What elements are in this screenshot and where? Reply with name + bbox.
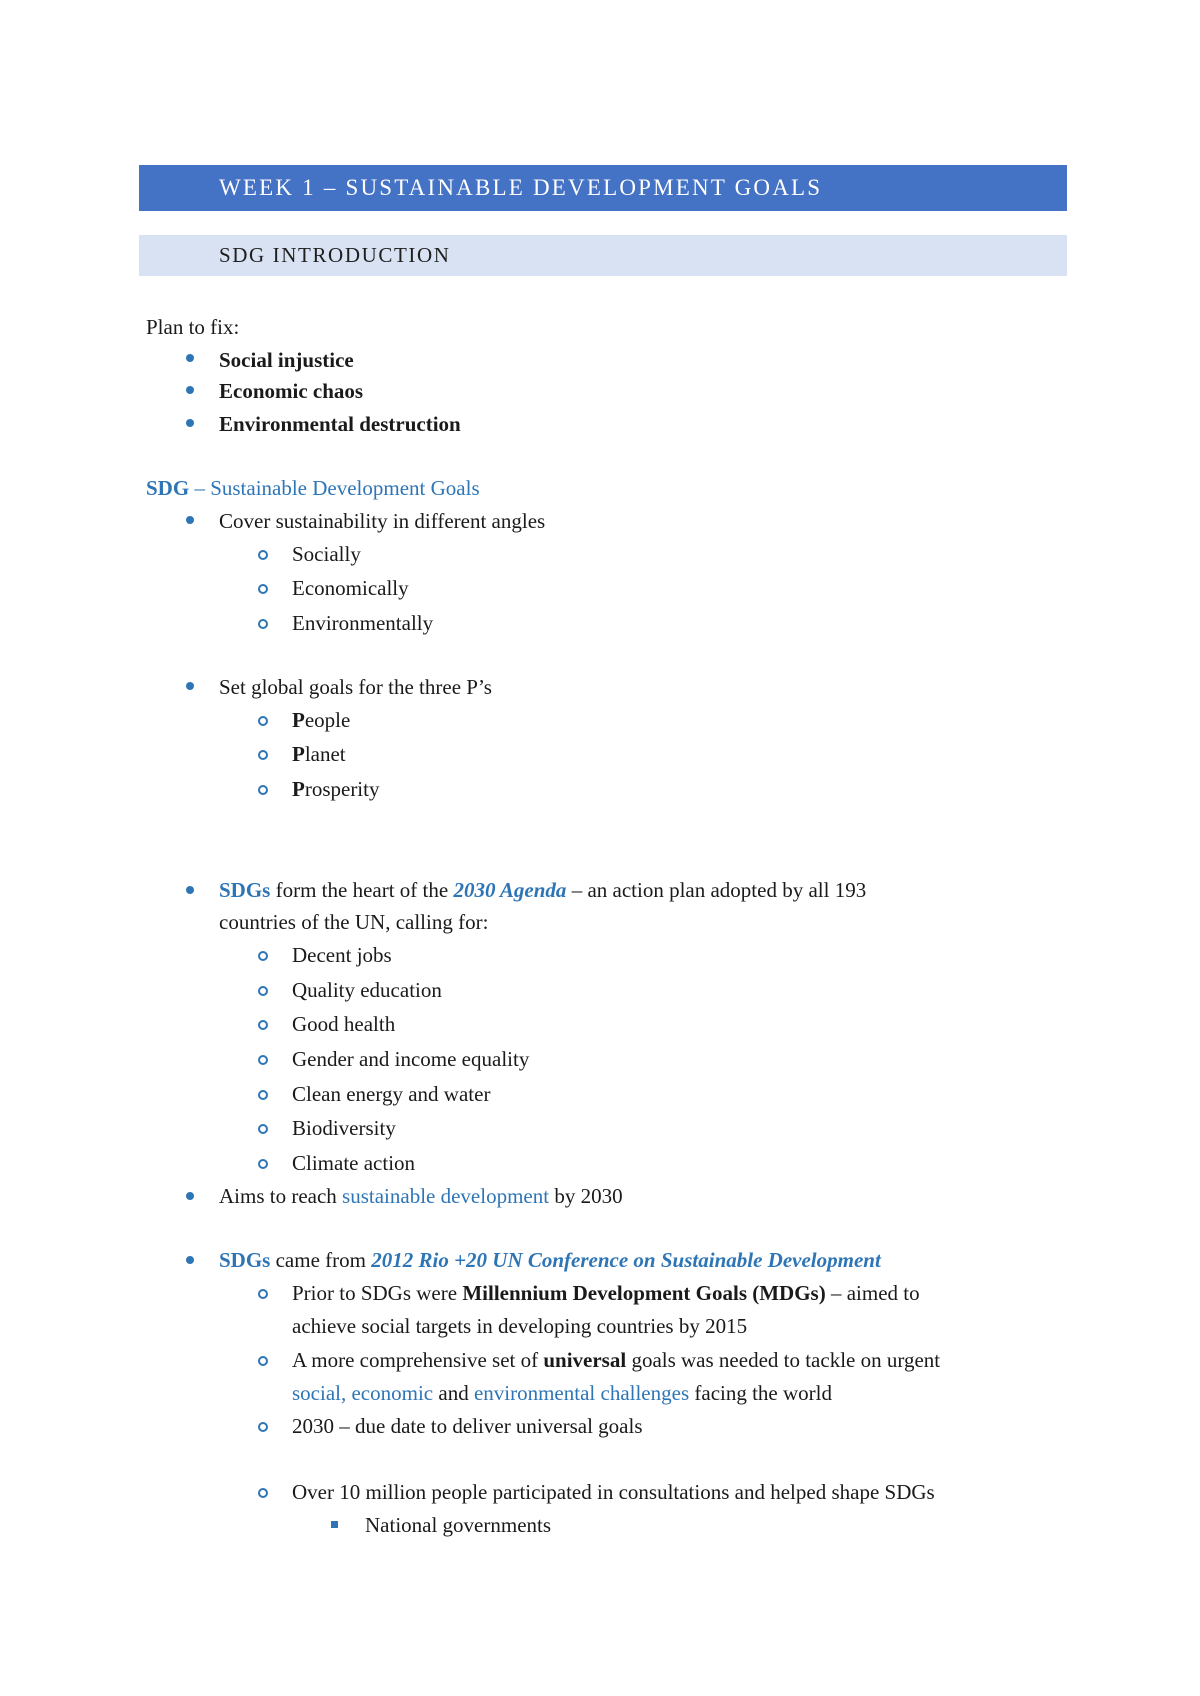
- sub-bullet-circle-icon: [258, 1055, 268, 1065]
- p-initial: P: [292, 777, 305, 801]
- sdg-definition: [146, 473, 480, 503]
- sub-list-item: 2030 – due date to deliver universal goals: [292, 1414, 643, 1438]
- universal-highlight: social, economic: [292, 1381, 434, 1405]
- sub-bullet-circle-icon: [258, 1159, 268, 1169]
- sub-list-item: Clean energy and water: [292, 1082, 491, 1106]
- list-item: Set global goals for the three P’s: [219, 675, 492, 699]
- sub-bullet-circle-icon: [258, 584, 268, 594]
- universal-text: and: [433, 1381, 474, 1405]
- bullet-dot-icon: [186, 1192, 194, 1200]
- conference-name: 2012 Rio +20 UN Conference on Sustainable Development: [371, 1248, 881, 1272]
- sub-bullet-circle-icon: [258, 750, 268, 760]
- sub-bullet-circle-icon: [258, 1090, 268, 1100]
- sdg-dash: –: [189, 476, 211, 500]
- week-heading: WEEK 1 – SUSTAINABLE DEVELOPMENT GOALS: [139, 165, 1067, 211]
- mdg-text: – aimed to: [825, 1281, 920, 1305]
- sub-bullet-circle-icon: [258, 951, 268, 961]
- sub-bullet-circle-icon: [258, 785, 268, 795]
- sub-list-item: Good health: [292, 1012, 396, 1036]
- sub-bullet-circle-icon: [258, 619, 268, 629]
- p-rest: eople: [304, 708, 351, 732]
- aims-highlight: sustainable development: [342, 1184, 550, 1208]
- sub-list-item: Environmentally: [292, 611, 434, 635]
- sub-bullet-circle-icon: [258, 986, 268, 996]
- sub-list-item: [292, 774, 379, 804]
- aims-line: [219, 1181, 623, 1211]
- bullet-dot-icon: [186, 354, 194, 362]
- universal-line-2: [292, 1378, 832, 1408]
- aims-text: Aims to reach: [219, 1184, 343, 1208]
- sub-list-item: Socially: [292, 542, 361, 566]
- bullet-dot-icon: [186, 386, 194, 394]
- sub-list-item: Decent jobs: [292, 943, 392, 967]
- agenda-line: [219, 875, 866, 905]
- bullet-dot-icon: [186, 1256, 194, 1264]
- sub-bullet-circle-icon: [258, 550, 268, 560]
- universal-text: A more comprehensive set of: [292, 1348, 544, 1372]
- plan-item: Social injustice: [219, 348, 354, 372]
- rio-text: came from: [270, 1248, 372, 1272]
- agenda-name: 2030 Agenda: [453, 878, 567, 902]
- bullet-dot-icon: [186, 886, 194, 894]
- agenda-text: form the heart of the: [270, 878, 454, 902]
- sdgs-term: SDGs: [219, 1248, 271, 1272]
- mdg-term: Millennium Development Goals (MDGs): [462, 1281, 826, 1305]
- agenda-line-2: countries of the UN, calling for:: [219, 910, 489, 934]
- bullet-dot-icon: [186, 419, 194, 427]
- sub-bullet-circle-icon: [258, 716, 268, 726]
- sub-list-item: [292, 739, 346, 769]
- sub-bullet-circle-icon: [258, 1289, 268, 1299]
- sub-bullet-circle-icon: [258, 1020, 268, 1030]
- mdg-line-2: achieve social targets in developing countries by 2015: [292, 1314, 748, 1338]
- sub-sub-list-item: National governments: [365, 1513, 552, 1537]
- p-rest: rosperity: [304, 777, 380, 801]
- universal-term: universal: [543, 1348, 627, 1372]
- section-heading: SDG INTRODUCTION: [139, 235, 1067, 276]
- bullet-dot-icon: [186, 682, 194, 690]
- sdgs-term: SDGs: [219, 878, 271, 902]
- plan-intro: Plan to fix:: [146, 315, 240, 339]
- sub-list-item: [292, 705, 350, 735]
- sub-list-item: Gender and income equality: [292, 1047, 530, 1071]
- p-initial: P: [292, 708, 305, 732]
- agenda-text: – an action plan adopted by all 193: [566, 878, 867, 902]
- plan-item: Economic chaos: [219, 379, 364, 403]
- bullet-dot-icon: [186, 516, 194, 524]
- plan-item: Environmental destruction: [219, 412, 461, 436]
- list-item: Cover sustainability in different angles: [219, 509, 546, 533]
- universal-highlight: environmental challenges: [473, 1381, 690, 1405]
- mdg-text: Prior to SDGs were: [292, 1281, 463, 1305]
- sub-bullet-circle-icon: [258, 1422, 268, 1432]
- sub-list-item: Climate action: [292, 1151, 416, 1175]
- mdg-line: [292, 1278, 920, 1308]
- sdg-full-name: Sustainable Development Goals: [210, 476, 480, 500]
- sub-sub-bullet-square-icon: [331, 1521, 338, 1528]
- universal-text: facing the world: [689, 1381, 832, 1405]
- sdg-abbreviation: SDG: [146, 476, 190, 500]
- sub-bullet-circle-icon: [258, 1124, 268, 1134]
- sub-list-item: Quality education: [292, 978, 442, 1002]
- universal-line: [292, 1345, 940, 1375]
- universal-text: goals was needed to tackle on urgent: [626, 1348, 941, 1372]
- aims-text: by 2030: [549, 1184, 623, 1208]
- sub-list-item: Economically: [292, 576, 409, 600]
- sub-list-item: Biodiversity: [292, 1116, 396, 1140]
- p-rest: lanet: [304, 742, 346, 766]
- sub-list-item: Over 10 million people participated in consultations and helped shape SDGs: [292, 1480, 935, 1504]
- sub-bullet-circle-icon: [258, 1488, 268, 1498]
- p-initial: P: [292, 742, 305, 766]
- rio-line: [219, 1245, 881, 1275]
- sub-bullet-circle-icon: [258, 1356, 268, 1366]
